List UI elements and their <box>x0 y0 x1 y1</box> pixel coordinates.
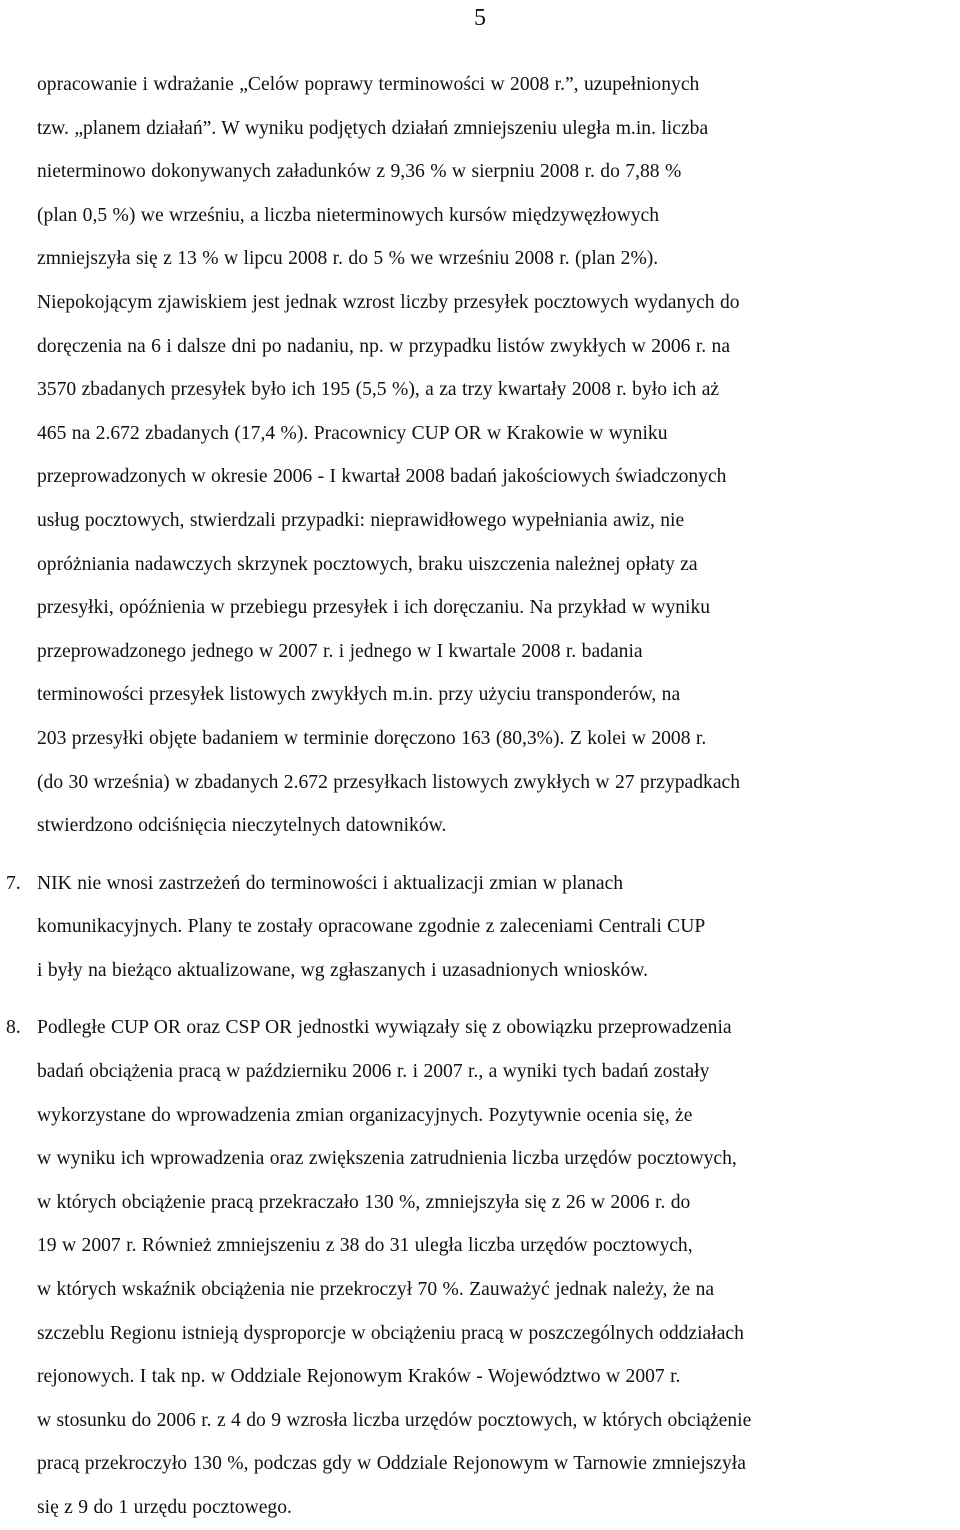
paragraph-line: w stosunku do 2006 r. z 4 do 9 wzrosła liczba urzędów pocztowych, w których obciążenie <box>37 1409 752 1431</box>
paragraph-line <box>6 862 955 906</box>
paragraph-line: (do 30 września) w zbadanych 2.672 przesyłkach listowych zwykłych w 27 przypadkach <box>37 771 741 793</box>
document-body <box>6 63 955 1530</box>
paragraph-line: i były na bieżąco aktualizowane, wg zgłaszanych i uzasadnionych wniosków. <box>37 959 648 981</box>
list-item-text: NIK nie wnosi zastrzeżeń do terminowości i aktualizacji zmian w planach <box>37 872 624 894</box>
paragraph-line: 3570 zbadanych przesyłek było ich 195 (5,5 %), a za trzy kwartały 2008 r. było ich aż <box>37 379 720 401</box>
paragraph-line: (plan 0,5 %) we wrześniu, a liczba nieterminowych kursów międzywęzłowych <box>37 204 660 226</box>
paragraph-line: Niepokojącym zjawiskiem jest jednak wzrost liczby przesyłek pocztowych wydanych do <box>37 291 740 313</box>
paragraph-line: pracą przekroczyło 130 %, podczas gdy w Oddziale Rejonowym w Tarnowie zmniejszyła <box>37 1453 746 1475</box>
paragraph-line: przeprowadzonych w okresie 2006 - I kwartał 2008 badań jakościowych świadczonych <box>37 466 727 488</box>
paragraph-line: w których wskaźnik obciążenia nie przekroczył 70 %. Zauważyć jednak należy, że na <box>37 1279 715 1301</box>
paragraph-line: doręczenia na 6 i dalsze dni po nadaniu, np. w przypadku listów zwykłych w 2006 r. na <box>37 335 731 357</box>
paragraph-line: w wyniku ich wprowadzenia oraz zwiększenia zatrudnienia liczba urzędów pocztowych, <box>37 1148 737 1170</box>
paragraph-line: szczeblu Regionu istnieją dysproporcje w obciążeniu pracą w poszczególnych oddziałach <box>37 1322 744 1344</box>
continuation-paragraph <box>37 63 955 848</box>
paragraph-gap <box>37 992 955 1006</box>
paragraph-line <box>6 1006 955 1050</box>
paragraph-line: 203 przesyłki objęte badaniem w terminie doręczono 163 (80,3%). Z kolei w 2008 r. <box>37 727 707 749</box>
paragraph-line: się z 9 do 1 urzędu pocztowego. <box>37 1497 292 1518</box>
paragraph-line: w których obciążenie pracą przekraczało 130 %, zmniejszyła się z 26 w 2006 r. do <box>37 1191 691 1213</box>
paragraph-line: komunikacyjnych. Plany te zostały opracowane zgodnie z zaleceniami Centrali CUP <box>37 916 706 938</box>
paragraph-line: rejonowych. I tak np. w Oddziale Rejonowym Kraków - Województwo w 2007 r. <box>37 1366 681 1388</box>
paragraph-line: usług pocztowych, stwierdzali przypadki: nieprawidłowego wypełniania awiz, nie <box>37 509 685 531</box>
paragraph-line: zmniejszyła się z 13 % w lipcu 2008 r. do 5 % we wrześniu 2008 r. (plan 2%). <box>37 248 659 270</box>
list-item-number: 8. <box>6 1017 21 1039</box>
paragraph-line: przesyłki, opóźnienia w przebiegu przesyłek i ich doręczaniu. Na przykład w wyniku <box>37 597 711 619</box>
page-number: 5 <box>474 5 486 31</box>
paragraph-line: nieterminowo dokonywanych załadunków z 9,36 % w sierpniu 2008 r. do 7,88 % <box>37 161 682 183</box>
paragraph-line: wykorzystane do wprowadzenia zmian organizacyjnych. Pozytywnie ocenia się, że <box>37 1104 693 1126</box>
paragraph-line: badań obciążenia pracą w październiku 2006 r. i 2007 r., a wyniki tych badań zostały <box>37 1061 710 1083</box>
paragraph-gap <box>37 848 955 862</box>
paragraph-line: opracowanie i wdrażanie „Celów poprawy terminowości w 2008 r.”, uzupełnionych <box>37 74 700 95</box>
list-item-text: Podległe CUP OR oraz CSP OR jednostki wywiązały się z obowiązku przeprowadzenia <box>37 1017 732 1039</box>
list-item-8 <box>6 1006 955 1529</box>
paragraph-line: tzw. „planem działań”. W wyniku podjętych działań zmniejszeniu uległa m.in. liczba <box>37 117 709 139</box>
paragraph-line: 19 w 2007 r. Również zmniejszeniu z 38 do 31 uległa liczba urzędów pocztowych, <box>37 1235 693 1257</box>
paragraph-line: terminowości przesyłek listowych zwykłych m.in. przy użyciu transponderów, na <box>37 684 681 706</box>
paragraph-line: stwierdzono odciśnięcia nieczytelnych datowników. <box>37 815 447 837</box>
paragraph-line: opróżniania nadawczych skrzynek pocztowych, braku uiszczenia należnej opłaty za <box>37 553 698 575</box>
paragraph-line: przeprowadzonego jednego w 2007 r. i jednego w I kwartale 2008 r. badania <box>37 640 643 662</box>
list-item-number: 7. <box>6 872 21 894</box>
paragraph-line: 465 na 2.672 zbadanych (17,4 %). Pracownicy CUP OR w Krakowie w wyniku <box>37 422 668 444</box>
list-item-7 <box>6 862 955 993</box>
